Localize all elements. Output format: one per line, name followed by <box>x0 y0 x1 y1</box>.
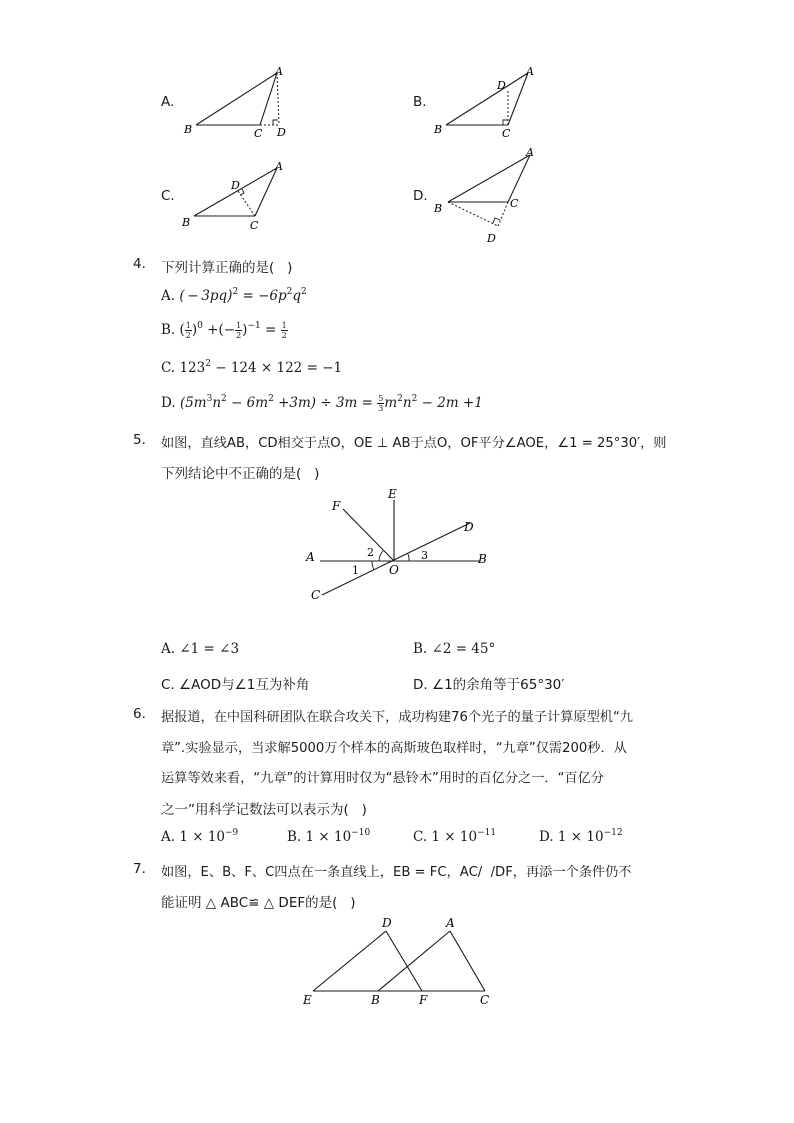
fraction-one-half: $\frac{1}{2}$ <box>281 321 287 340</box>
q3d-altitude-bd <box>448 202 498 226</box>
q4-option-c[interactable]: C. $123^2 - 124 \times 122 = -1$ <box>161 359 343 376</box>
q3a-point-c: C <box>254 127 263 140</box>
q3b-point-c: C <box>502 127 511 140</box>
q5-option-d[interactable]: D. ∠1的余角等于65°30′ <box>413 677 565 693</box>
q3d-ext-cd <box>498 202 508 226</box>
q3d-point-a: A <box>526 146 534 159</box>
q3-option-d-label[interactable]: D. <box>413 188 428 204</box>
q7-point-f: F <box>419 993 428 1007</box>
q5-stem-line1: 如图，直线AB，CD相交于点O，OE ⊥ AB于点O，OF平分∠AOE，∠1 = 25°30′，则 <box>161 436 667 451</box>
q7-point-e: E <box>303 993 312 1007</box>
side-ac <box>450 931 485 991</box>
q6-line4: 之一”用科学记数法可以表示为( ) <box>161 802 367 818</box>
angle-3-arc <box>408 554 409 561</box>
q3-option-b-label[interactable]: B. <box>413 94 427 110</box>
q3-figure-a <box>180 64 295 140</box>
fraction-one-half: $\frac{1}{2}$ <box>185 321 191 340</box>
q6-option-a[interactable]: A. $1 \times 10^{-9}$ <box>161 828 239 845</box>
q3b-point-a: A <box>526 65 534 78</box>
q3a-point-b: B <box>184 123 193 136</box>
q4-number: 4. <box>133 256 146 272</box>
q3b-side-ca <box>508 73 528 125</box>
q3-figure-d <box>430 146 545 246</box>
fraction-one-half: $\frac{1}{2}$ <box>236 321 242 340</box>
q5-figure-intersecting-lines <box>300 483 500 608</box>
q5-angle-2: 2 <box>367 546 374 559</box>
q5-option-b[interactable]: B. ∠2 = 45° <box>413 641 496 657</box>
q3c-point-d: D <box>231 179 240 192</box>
q3a-point-a: A <box>275 65 283 78</box>
q7-number: 7. <box>133 861 146 877</box>
q5-option-c[interactable]: C. ∠AOD与∠1互为补角 <box>161 677 310 693</box>
q3d-side-ca <box>508 155 530 202</box>
q7-line2: 能证明 △ ABC≌ △ DEF的是( ) <box>161 895 356 911</box>
q4-option-a[interactable]: A. ( − $3pq)^2 = -6p^2q^2$ <box>161 287 307 304</box>
q3a-altitude-ad <box>277 73 279 125</box>
q5-option-a[interactable]: A. ∠1 = ∠3 <box>161 641 240 657</box>
q3c-side-ca <box>255 168 277 216</box>
q5-point-c: C <box>311 588 321 602</box>
q3c-right-angle-mark <box>240 189 244 195</box>
q5-point-a: A <box>306 550 315 564</box>
q7-figure-two-triangles <box>295 912 500 1012</box>
q3c-point-b: B <box>182 216 191 229</box>
fraction-five-thirds: $\frac{5}{3}$ <box>378 394 384 413</box>
q3a-right-angle-mark <box>273 120 278 125</box>
q5-point-d: D <box>464 520 474 534</box>
q6-option-c[interactable]: C. $1 \times 10^{-11}$ <box>413 828 497 845</box>
q5-angle-3: 3 <box>421 549 428 562</box>
q7-point-a: A <box>446 916 455 930</box>
line-cd <box>322 523 470 595</box>
q5-point-b: B <box>478 552 487 566</box>
q7-point-d: D <box>382 916 392 930</box>
q3c-point-c: C <box>250 219 259 232</box>
side-df <box>386 931 422 991</box>
q3-figure-b <box>430 64 545 140</box>
q7-point-b: B <box>371 993 380 1007</box>
side-ed <box>313 931 386 991</box>
q3d-point-c: C <box>510 197 519 210</box>
q3a-side-ba <box>196 73 277 125</box>
q3-option-a-label[interactable]: A. <box>161 94 175 110</box>
q4-option-b[interactable]: B. ( $\frac{1}{2}$ )$^0$ +(− $\frac{1}{2}$ )$^{-1}$ = $\frac{1}{2}$ <box>161 321 287 340</box>
q5-point-e: E <box>388 487 397 501</box>
q3d-right-angle-mark <box>493 218 500 223</box>
q6-line1: 据报道，在中国科研团队在联合攻关下，成功构建76个光子的量子计算原型机“九 <box>161 710 633 725</box>
q6-option-b[interactable]: B. $1 \times 10^{-10}$ <box>287 828 371 845</box>
angle-1-arc <box>372 561 374 570</box>
q3d-point-d: D <box>487 232 496 245</box>
q5-point-o: O <box>389 563 399 577</box>
q3b-point-d: D <box>497 79 506 92</box>
q6-line3: 运算等效来看，“九章”的计算用时仅为“悬铃木”用时的百亿分之一．“百亿分 <box>161 771 604 786</box>
q6-number: 6. <box>133 706 146 722</box>
q6-line2: 章”.实验显示，当求解5000万个样本的高斯玻色取样时，“九章”仅需200秒．从 <box>161 741 627 756</box>
q3d-side-ba <box>448 155 530 202</box>
q3b-point-b: B <box>434 123 443 136</box>
q5-stem-line2: 下列结论中不正确的是( ) <box>161 466 320 482</box>
angle-2-arc <box>379 551 383 561</box>
q3-figure-c <box>180 158 295 234</box>
q6-option-d[interactable]: D. $1 \times 10^{-12}$ <box>539 828 623 845</box>
q5-angle-1: 1 <box>352 564 359 577</box>
q3c-side-ba <box>194 168 277 216</box>
q4-stem: 下列计算正确的是( ) <box>161 260 293 276</box>
q3-option-c-label[interactable]: C. <box>161 188 175 204</box>
q3b-side-ba <box>446 73 528 125</box>
q3b-right-angle-mark <box>503 120 508 125</box>
q5-number: 5. <box>133 432 146 448</box>
q3d-point-b: B <box>434 202 443 215</box>
q7-line1: 如图，E、B、F、C四点在一条直线上，EB = FC，AC/ /DF，再添一个条件仍不 <box>161 865 632 880</box>
q7-point-c: C <box>480 993 490 1007</box>
q3a-point-d: D <box>277 126 286 139</box>
q3c-point-a: A <box>275 160 283 173</box>
q5-point-f: F <box>332 499 341 513</box>
side-ba <box>378 931 450 991</box>
q3a-side-ca <box>260 73 277 125</box>
q4-option-d[interactable]: D. $(5m^3n^2 - 6m^2 +3m) \div 3m$ = $\frac{5}{3}$ $m^2n^2 - 2m +1$ <box>161 394 483 413</box>
